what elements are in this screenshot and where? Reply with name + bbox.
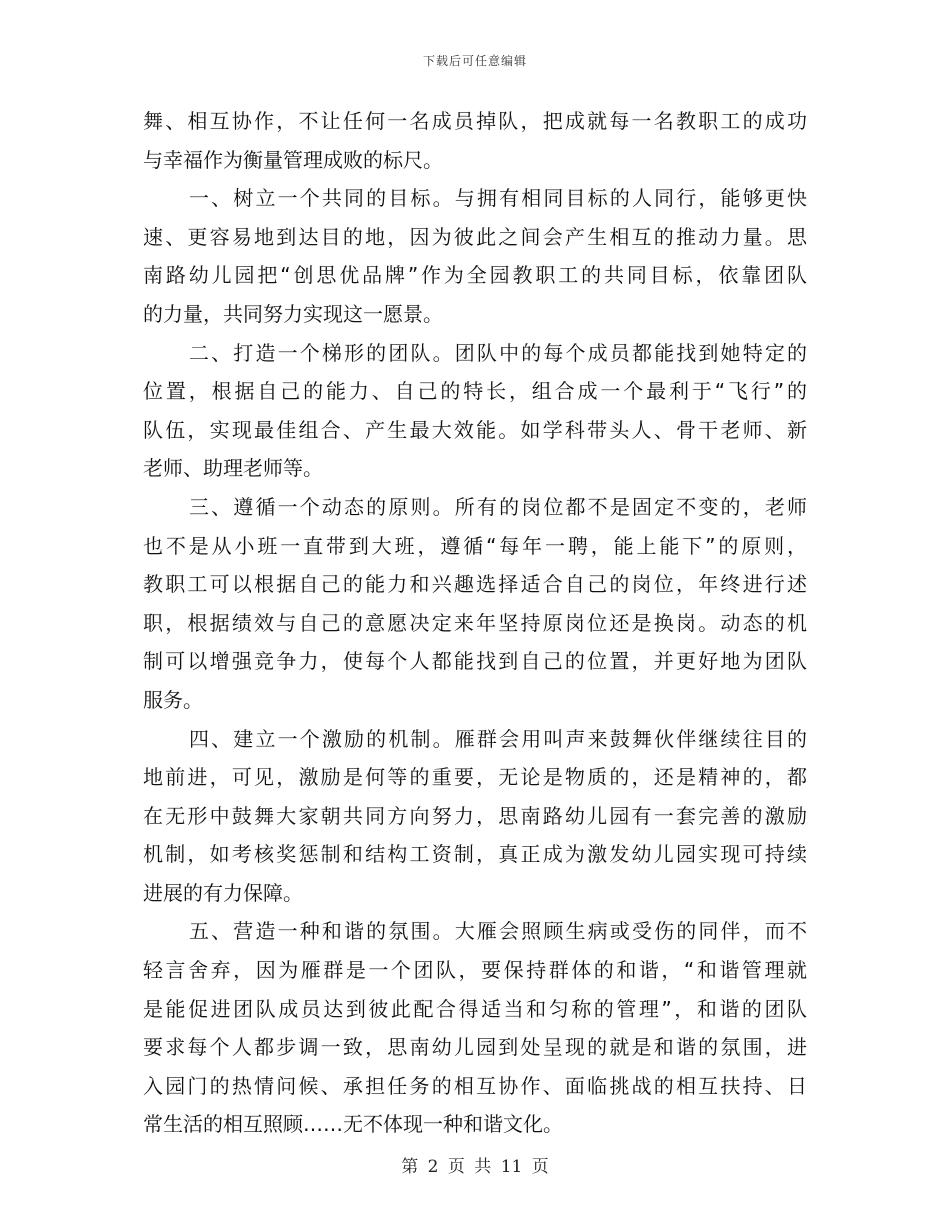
page-number-footer: 第 2 页 共 11 页 [401,1157,549,1177]
paragraph-first-line: 一、树立一个共同的目标。与拥有相同目标的人同行，能够更快 [189,186,807,211]
text-line: 是能促进团队成员达到彼此配合得适当和匀称的管理”，和谐的团队 [143,996,807,1021]
text-line: 在无形中鼓舞大家朝共同方向努力，思南路幼儿园有一套完善的激励 [143,803,807,828]
document-body [143,102,807,1144]
paragraph-first-line: 四、建立一个激励的机制。雁群会用叫声来鼓舞伙伴继续往目的 [189,726,807,751]
text-line: 制可以增强竞争力，使每个人都能找到自己的位置，并更好地为团队 [143,649,807,674]
text-line: 常生活的相互照顾……无不体现一种和谐文化。 [143,1112,563,1137]
paragraph-first-line: 五、营造一种和谐的氛围。大雁会照顾生病或受伤的同伴，而不 [189,919,807,944]
text-line: 的力量，共同努力实现这一愿景。 [143,301,443,326]
text-line: 位置，根据自己的能力、自己的特长，组合成一个最利于“飞行”的 [143,379,807,404]
text-line: 职，根据绩效与自己的意愿决定来年坚持原岗位还是换岗。动态的机 [143,610,807,635]
text-line: 机制，如考核奖惩制和结构工资制，真正成为激发幼儿园实现可持续 [143,842,807,867]
text-line: 南路幼儿园把“创思优品牌”作为全园教职工的共同目标，依靠团队 [143,263,807,288]
page-header: 下载后可任意编辑 [422,54,527,68]
text-line: 队伍，实现最佳组合、产生最大效能。如学科带头人、骨干老师、新 [143,417,807,442]
text-line: 速、更容易地到达目的地，因为彼此之间会产生相互的推动力量。思 [143,224,807,249]
paragraph-first-line: 三、遵循一个动态的原则。所有的岗位都不是固定不变的，老师 [189,494,807,519]
text-line: 进展的有力保障。 [143,880,303,905]
text-line: 要求每个人都步调一致，思南幼儿园到处呈现的就是和谐的氛围，进 [143,1035,807,1060]
text-line: 老师、助理老师等。 [143,456,323,481]
text-line: 也不是从小班一直带到大班，遵循“每年一聘，能上能下”的原则， [143,533,807,558]
paragraph-first-line: 二、打造一个梯形的团队。团队中的每个成员都能找到她特定的 [189,340,807,365]
text-line: 舞、相互协作，不让任何一名成员掉队，把成就每一名教职工的成功 [143,109,807,133]
text-line: 与幸福作为衡量管理成败的标尺。 [143,147,443,172]
text-line: 轻言舍弃，因为雁群是一个团队，要保持群体的和谐，“和谐管理就 [143,958,807,983]
text-line: 地前进，可见，激励是何等的重要，无论是物质的，还是精神的，都 [143,765,807,790]
text-line: 入园门的热情问候、承担任务的相互协作、面临挑战的相互扶持、日 [143,1073,807,1098]
text-line: 服务。 [143,687,203,712]
text-line: 教职工可以根据自己的能力和兴趣选择适合自己的岗位，年终进行述 [143,572,807,597]
